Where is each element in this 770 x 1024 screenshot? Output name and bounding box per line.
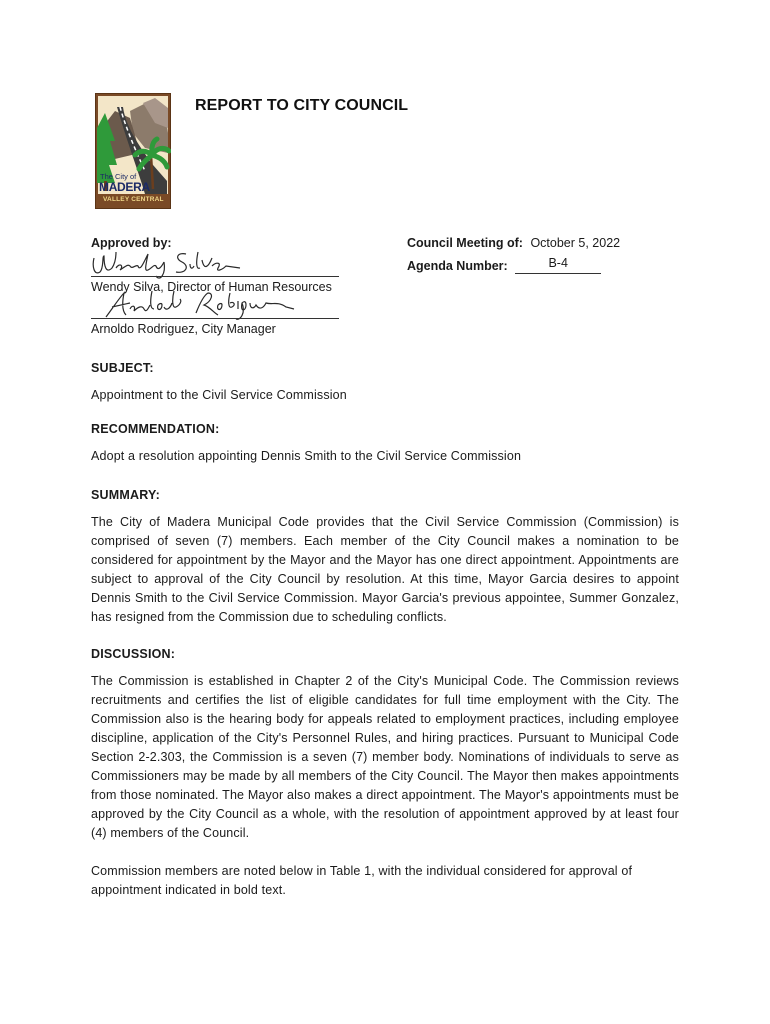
subject-heading: SUBJECT: bbox=[91, 361, 154, 375]
summary-heading: SUMMARY: bbox=[91, 488, 160, 502]
council-meeting-label: Council Meeting of: bbox=[407, 236, 523, 250]
recommendation-text bbox=[91, 447, 679, 466]
discussion-heading: DISCUSSION: bbox=[91, 647, 176, 661]
discussion-paragraph: The Commission is established in Chapter 2 of the City's Municipal Code. The Commission reviews recruitments and certifies the list of eligible candidates for full time employment with the City. The Commission also is the hearing body for appeals related to employment practices, including employee discipline, application of the City's Personnel Rules, and hiring practices. Pursuant to Municipal Code Section 2-2.303, the Commission is a seven (7) member body. Nominations of individuals to serve as Commissioners may be made by all members of the City Council. The Mayor then makes appointments from those nominated. The Mayor also makes a direct appointment. The Mayor's appointments must be approved by the City Council as a whole, with the resolution of appointment approved by at least four (4) members of the Council. bbox=[91, 674, 679, 840]
council-meeting-date: October 5, 2022 bbox=[530, 236, 621, 250]
subject-text bbox=[91, 386, 679, 405]
summary-paragraph: The City of Madera Municipal Code provides that the Civil Service Commission (Commission) is comprised of seven (7) members. Each member of the City Council makes a nomination to be considered for appointment by the Mayor and the Mayor has one direct appointment. Appointments are subject to approval of the City Council by resolution. At this time, Mayor Garcia desires to appoint Dennis Smith to the Civil Service Commission. Mayor Garcia's previous appointee, Summer Gonzalez, has resigned from the Commission due to scheduling conflicts. bbox=[91, 515, 679, 624]
council-meeting-info bbox=[407, 236, 620, 250]
signer1-name: Wendy Silva, Director of Human Resources bbox=[91, 280, 332, 294]
approved-by-label: Approved by: bbox=[91, 236, 172, 250]
logo-text-line1: The City of bbox=[100, 172, 137, 181]
discussion-paragraph-2: Commission members are noted below in Table 1, with the individual considered for approval of appointment indicated in bold text. bbox=[91, 864, 633, 897]
signer2-name: Arnoldo Rodriguez, City Manager bbox=[91, 322, 276, 336]
signature-line-2 bbox=[91, 318, 339, 319]
recommendation-paragraph: Adopt a resolution appointing Dennis Smith to the Civil Service Commission bbox=[91, 449, 522, 463]
discussion-text bbox=[91, 672, 679, 843]
report-title: REPORT TO CITY COUNCIL bbox=[195, 97, 409, 114]
subject-paragraph: Appointment to the Civil Service Commission bbox=[91, 388, 347, 402]
agenda-number-label: Agenda Number: bbox=[407, 259, 508, 273]
signature-line-1 bbox=[91, 276, 339, 277]
recommendation-heading: RECOMMENDATION: bbox=[91, 422, 220, 436]
agenda-number-field bbox=[515, 256, 601, 274]
logo-text-line2: MADERA bbox=[99, 180, 150, 194]
summary-text bbox=[91, 513, 679, 627]
discussion-text-2 bbox=[91, 862, 679, 900]
logo-text-line3: VALLEY CENTRAL bbox=[103, 196, 164, 203]
agenda-number-info bbox=[407, 256, 601, 274]
agenda-number-value: B-4 bbox=[548, 256, 568, 270]
